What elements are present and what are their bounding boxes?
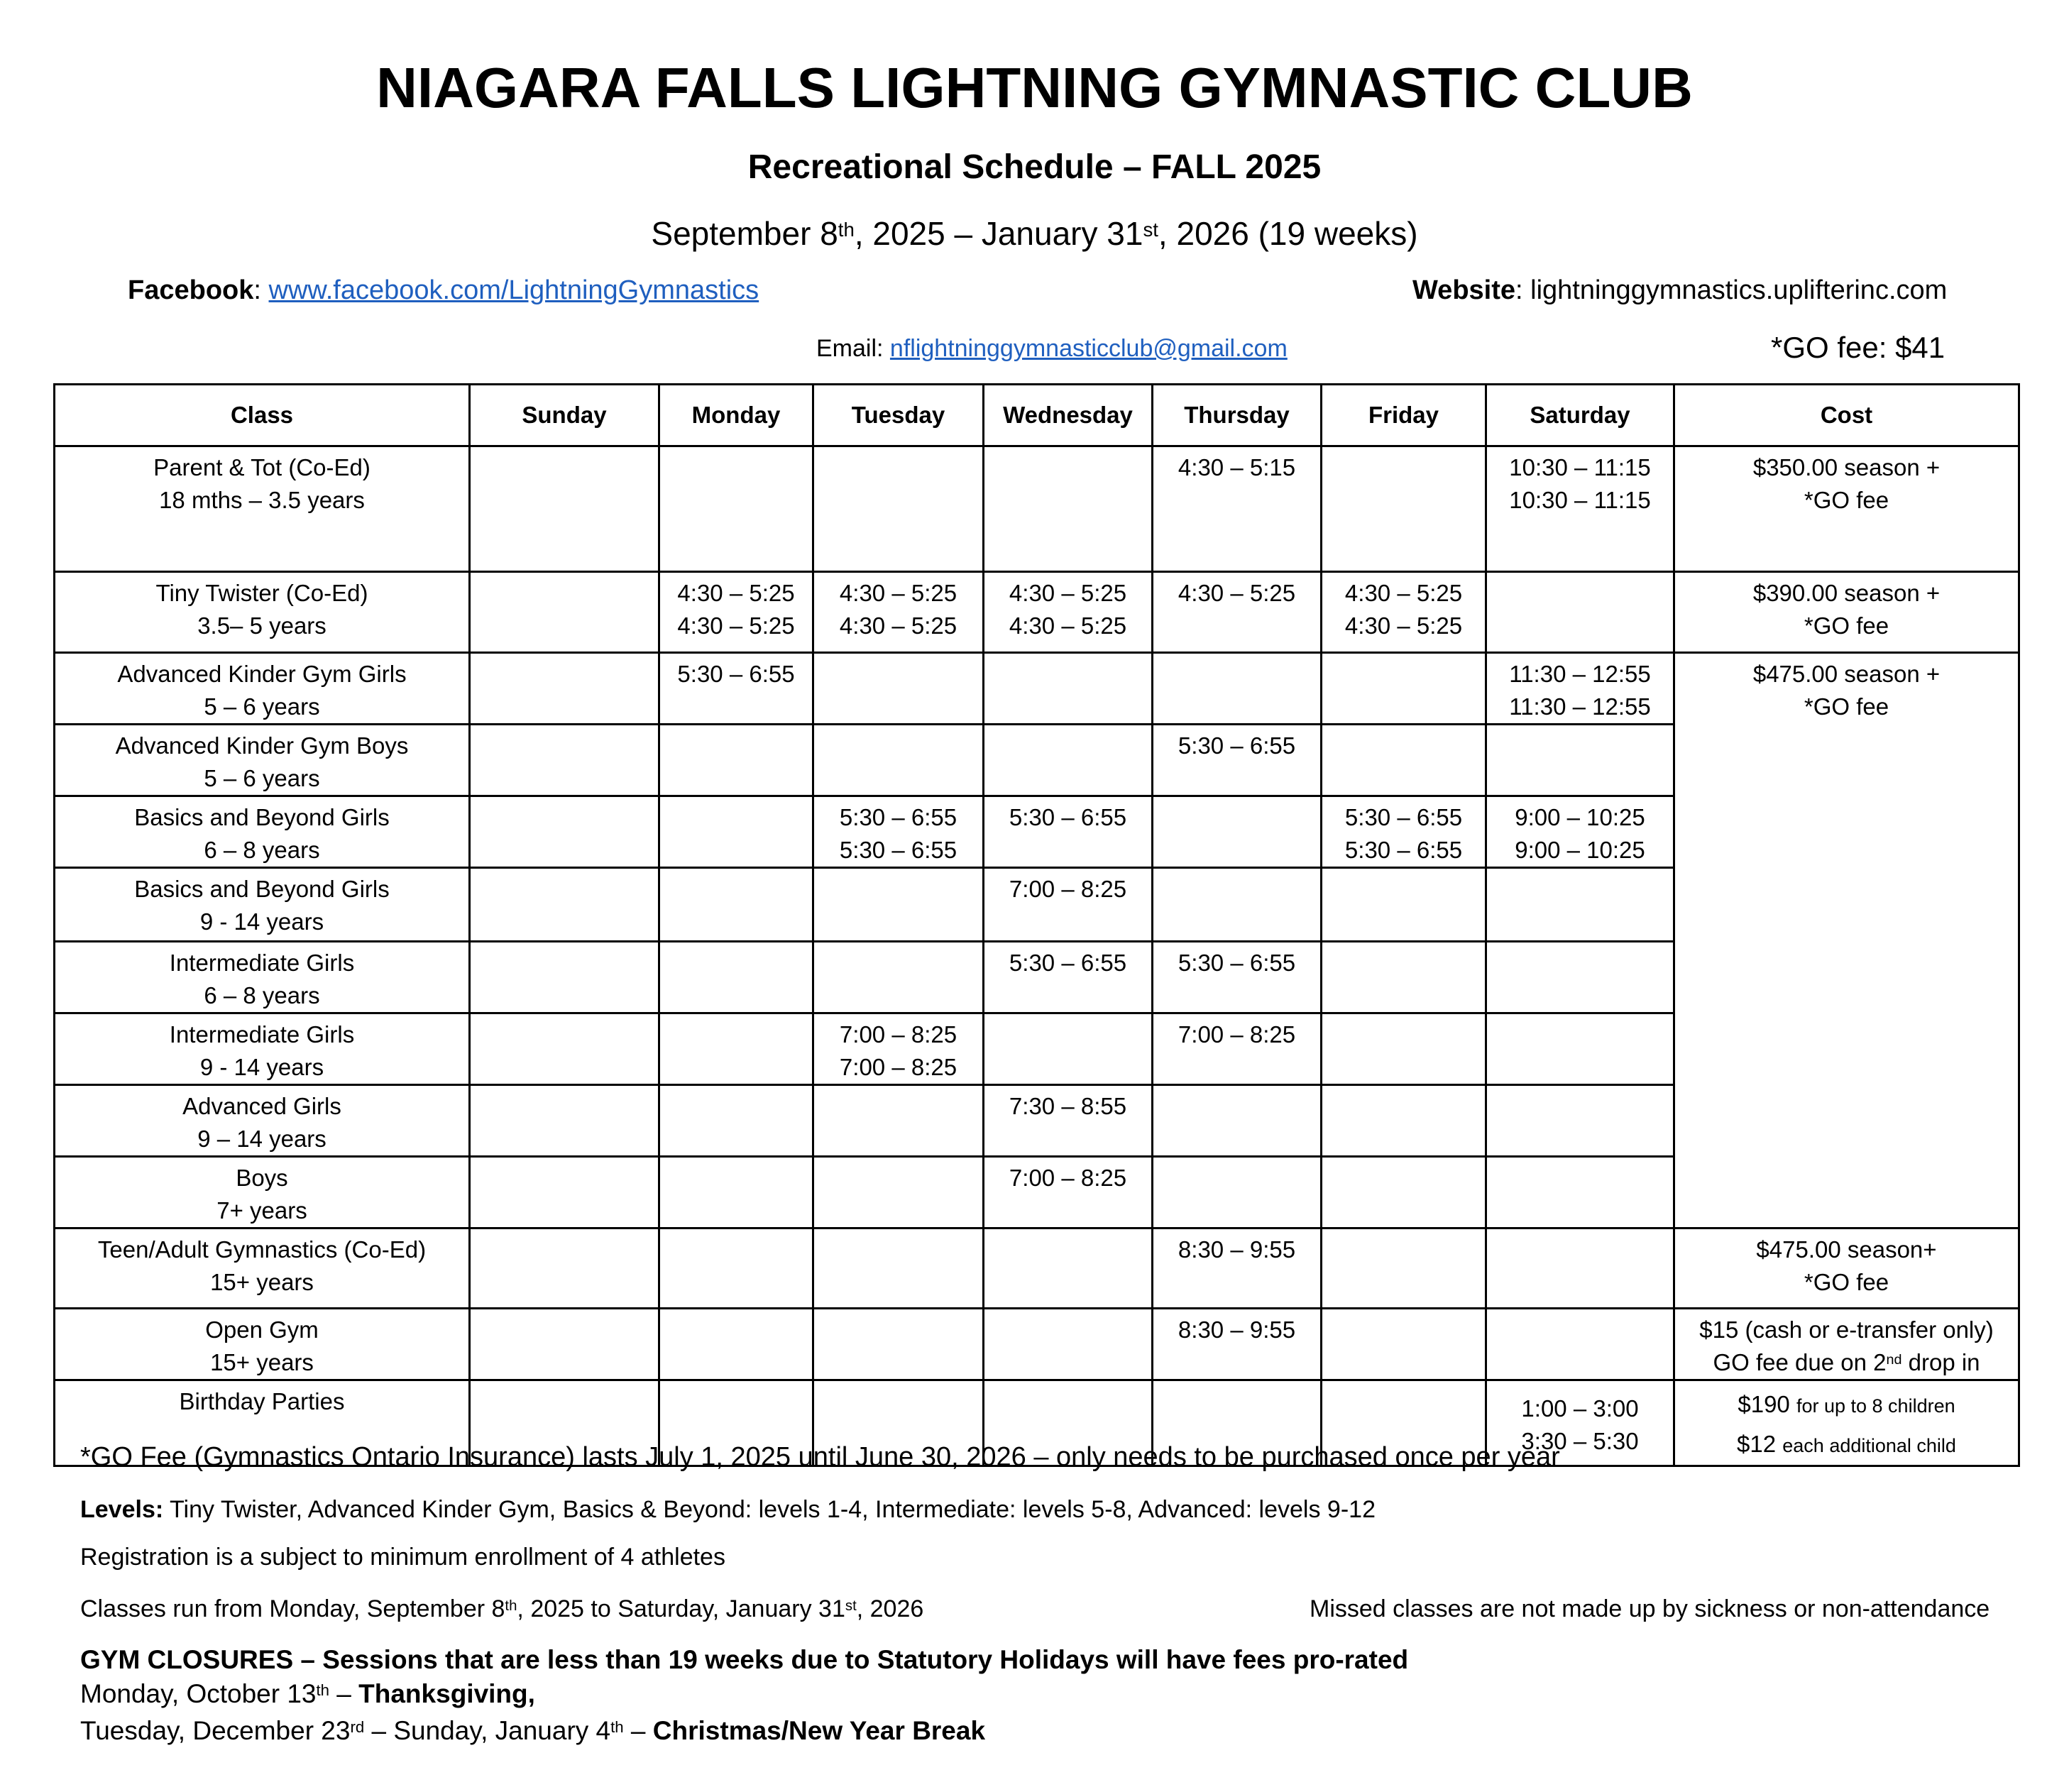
saturday-cell xyxy=(1486,725,1674,796)
sunday-cell xyxy=(470,725,659,796)
wednesday-cell xyxy=(984,725,1153,796)
header-tuesday: Tuesday xyxy=(813,385,984,446)
wednesday-cell xyxy=(984,1309,1153,1380)
cost-parent-tot: $350.00 season + *GO fee xyxy=(1674,446,2019,572)
page-title: NIAGARA FALLS LIGHTNING GYMNASTIC CLUB xyxy=(376,56,1693,119)
sunday-cell xyxy=(470,572,659,653)
tuesday-cell xyxy=(813,942,984,1013)
thursday-cell: 5:30 – 6:55 xyxy=(1153,942,1322,1013)
tuesday-cell xyxy=(813,1085,984,1157)
thursday-cell xyxy=(1153,868,1322,942)
table-row xyxy=(55,1228,2019,1309)
saturday-cell xyxy=(1486,1085,1674,1157)
saturday-cell xyxy=(1486,1013,1674,1085)
monday-cell xyxy=(659,1309,813,1380)
thursday-cell: 8:30 – 9:55 xyxy=(1153,1309,1322,1380)
saturday-cell xyxy=(1486,1309,1674,1380)
class-cell: Birthday Parties xyxy=(55,1380,470,1466)
class-cell: Tiny Twister (Co-Ed) 3.5– 5 years xyxy=(55,572,470,653)
friday-cell xyxy=(1322,868,1486,942)
facebook-link[interactable]: www.facebook.com/LightningGymnastics xyxy=(268,275,759,305)
friday-cell xyxy=(1322,1013,1486,1085)
monday-cell xyxy=(659,868,813,942)
saturday-cell: 1:00 – 3:00 3:30 – 5:30 xyxy=(1486,1380,1674,1466)
friday-cell xyxy=(1322,446,1486,572)
monday-cell xyxy=(659,1157,813,1228)
wednesday-cell xyxy=(984,1013,1153,1085)
friday-cell: 5:30 – 6:55 5:30 – 6:55 xyxy=(1322,796,1486,868)
class-cell: Teen/Adult Gymnastics (Co-Ed) 15+ years xyxy=(55,1228,470,1309)
email-line: Email: nflightninggymnasticclub@gmail.com xyxy=(816,335,1288,362)
website-line: Website: lightninggymnastics.uplifterinc.com xyxy=(1412,275,1948,305)
header-cost: Cost xyxy=(1674,385,2019,446)
class-cell: Advanced Kinder Gym Boys 5 – 6 years xyxy=(55,725,470,796)
sunday-cell xyxy=(470,653,659,725)
sunday-cell xyxy=(470,1013,659,1085)
cost-teen-adult: $475.00 season+ *GO fee xyxy=(1674,1228,2019,1309)
cost-open-gym: $15 (cash or e-transfer only) GO fee due on 2nd drop in xyxy=(1674,1309,2019,1380)
table-row xyxy=(55,1309,2019,1380)
friday-cell xyxy=(1322,653,1486,725)
thursday-cell xyxy=(1153,653,1322,725)
saturday-cell xyxy=(1486,1157,1674,1228)
class-cell: Open Gym 15+ years xyxy=(55,1309,470,1380)
go-fee-note: *GO Fee (Gymnastics Ontario Insurance) lasts July 1, 2025 until June 30, 2026 – only needs to be purchased once per year xyxy=(80,1442,1560,1472)
wednesday-cell xyxy=(984,1228,1153,1309)
sunday-cell xyxy=(470,1085,659,1157)
friday-cell xyxy=(1322,1309,1486,1380)
header-saturday: Saturday xyxy=(1486,385,1674,446)
sunday-cell xyxy=(470,1309,659,1380)
registration-note: Registration is a subject to minimum enrollment of 4 athletes xyxy=(80,1544,725,1571)
table-row xyxy=(55,446,2019,572)
email-link[interactable]: nflightninggymnasticclub@gmail.com xyxy=(889,335,1288,362)
header-sunday: Sunday xyxy=(470,385,659,446)
schedule-table xyxy=(53,383,2020,1467)
closure-christmas: Tuesday, December 23rd – Sunday, January 4th – Christmas/New Year Break xyxy=(80,1716,986,1745)
monday-cell: 5:30 – 6:55 xyxy=(659,653,813,725)
class-cell: Intermediate Girls 9 - 14 years xyxy=(55,1013,470,1085)
thursday-cell xyxy=(1153,1085,1322,1157)
saturday-cell xyxy=(1486,942,1674,1013)
sunday-cell xyxy=(470,868,659,942)
tuesday-cell: 7:00 – 8:25 7:00 – 8:25 xyxy=(813,1013,984,1085)
header-thursday: Thursday xyxy=(1153,385,1322,446)
monday-cell: 4:30 – 5:25 4:30 – 5:25 xyxy=(659,572,813,653)
header-monday: Monday xyxy=(659,385,813,446)
monday-cell xyxy=(659,1228,813,1309)
wednesday-cell: 5:30 – 6:55 xyxy=(984,942,1153,1013)
sunday-cell xyxy=(470,796,659,868)
monday-cell xyxy=(659,446,813,572)
thursday-cell xyxy=(1153,1157,1322,1228)
tuesday-cell xyxy=(813,725,984,796)
saturday-cell xyxy=(1486,572,1674,653)
saturday-cell: 9:00 – 10:25 9:00 – 10:25 xyxy=(1486,796,1674,868)
friday-cell xyxy=(1322,1228,1486,1309)
saturday-cell xyxy=(1486,1228,1674,1309)
tuesday-cell: 5:30 – 6:55 5:30 – 6:55 xyxy=(813,796,984,868)
class-cell: Intermediate Girls 6 – 8 years xyxy=(55,942,470,1013)
cost-tiny-twister: $390.00 season + *GO fee xyxy=(1674,572,2019,653)
sunday-cell xyxy=(470,1228,659,1309)
wednesday-cell xyxy=(984,653,1153,725)
schedule-subtitle: Recreational Schedule – FALL 2025 xyxy=(747,148,1322,186)
tuesday-cell xyxy=(813,653,984,725)
header-row xyxy=(55,385,2019,446)
wednesday-cell: 4:30 – 5:25 4:30 – 5:25 xyxy=(984,572,1153,653)
classes-run-note: Classes run from Monday, September 8th, 2025 to Saturday, January 31st, 2026 xyxy=(80,1595,924,1622)
sunday-cell xyxy=(470,446,659,572)
cost-main-group: $475.00 season + *GO fee xyxy=(1674,653,2019,1228)
header-class: Class xyxy=(55,385,470,446)
monday-cell xyxy=(659,942,813,1013)
tuesday-cell xyxy=(813,1157,984,1228)
thursday-cell xyxy=(1153,796,1322,868)
class-cell: Advanced Girls 9 – 14 years xyxy=(55,1085,470,1157)
closure-thanksgiving: Monday, October 13th – Thanksgiving, xyxy=(80,1679,535,1708)
class-cell: Parent & Tot (Co-Ed) 18 mths – 3.5 years xyxy=(55,446,470,572)
tuesday-cell xyxy=(813,1228,984,1309)
missed-classes-note: Missed classes are not made up by sickness or non-attendance xyxy=(1310,1595,1990,1622)
monday-cell xyxy=(659,725,813,796)
tuesday-cell xyxy=(813,868,984,942)
friday-cell: 4:30 – 5:25 4:30 – 5:25 xyxy=(1322,572,1486,653)
thursday-cell: 4:30 – 5:25 xyxy=(1153,572,1322,653)
tuesday-cell: 4:30 – 5:25 4:30 – 5:25 xyxy=(813,572,984,653)
tuesday-cell xyxy=(813,446,984,572)
thursday-cell: 4:30 – 5:15 xyxy=(1153,446,1322,572)
monday-cell xyxy=(659,796,813,868)
monday-cell xyxy=(659,1013,813,1085)
saturday-cell: 11:30 – 12:55 11:30 – 12:55 xyxy=(1486,653,1674,725)
friday-cell xyxy=(1322,1085,1486,1157)
table-row xyxy=(55,653,2019,725)
saturday-cell: 10:30 – 11:15 10:30 – 11:15 xyxy=(1486,446,1674,572)
header-wednesday: Wednesday xyxy=(984,385,1153,446)
website-url: lightninggymnastics.uplifterinc.com xyxy=(1530,275,1948,305)
saturday-cell xyxy=(1486,868,1674,942)
wednesday-cell: 7:00 – 8:25 xyxy=(984,868,1153,942)
gym-closures-heading: GYM CLOSURES – Sessions that are less than 19 weeks due to Statutory Holidays will have fees pro-rated xyxy=(80,1645,1409,1674)
class-cell: Basics and Beyond Girls 9 - 14 years xyxy=(55,868,470,942)
friday-cell xyxy=(1322,725,1486,796)
wednesday-cell: 7:00 – 8:25 xyxy=(984,1157,1153,1228)
thursday-cell: 7:00 – 8:25 xyxy=(1153,1013,1322,1085)
go-fee-amount: *GO fee: $41 xyxy=(1771,331,1945,364)
sunday-cell xyxy=(470,1157,659,1228)
thursday-cell: 8:30 – 9:55 xyxy=(1153,1228,1322,1309)
wednesday-cell: 5:30 – 6:55 xyxy=(984,796,1153,868)
header-friday: Friday xyxy=(1322,385,1486,446)
class-cell: Boys 7+ years xyxy=(55,1157,470,1228)
wednesday-cell: 7:30 – 8:55 xyxy=(984,1085,1153,1157)
class-cell: Basics and Beyond Girls 6 – 8 years xyxy=(55,796,470,868)
wednesday-cell xyxy=(984,446,1153,572)
thursday-cell: 5:30 – 6:55 xyxy=(1153,725,1322,796)
table-row xyxy=(55,572,2019,653)
class-cell: Advanced Kinder Gym Girls 5 – 6 years xyxy=(55,653,470,725)
sunday-cell xyxy=(470,942,659,1013)
session-date-range: September 8th, 2025 – January 31st, 2026 (19 weeks) xyxy=(651,215,1418,252)
cost-birthday: $190 for up to 8 children $12 each additional child xyxy=(1674,1380,2019,1466)
friday-cell xyxy=(1322,1157,1486,1228)
friday-cell xyxy=(1322,942,1486,1013)
tuesday-cell xyxy=(813,1309,984,1380)
monday-cell xyxy=(659,1085,813,1157)
levels-note: Levels: Tiny Twister, Advanced Kinder Gym, Basics & Beyond: levels 1-4, Intermediate: levels 5-8, Advanced: levels 9-12 xyxy=(80,1496,1376,1523)
facebook-line: Facebook: www.facebook.com/LightningGymnastics xyxy=(128,275,759,305)
